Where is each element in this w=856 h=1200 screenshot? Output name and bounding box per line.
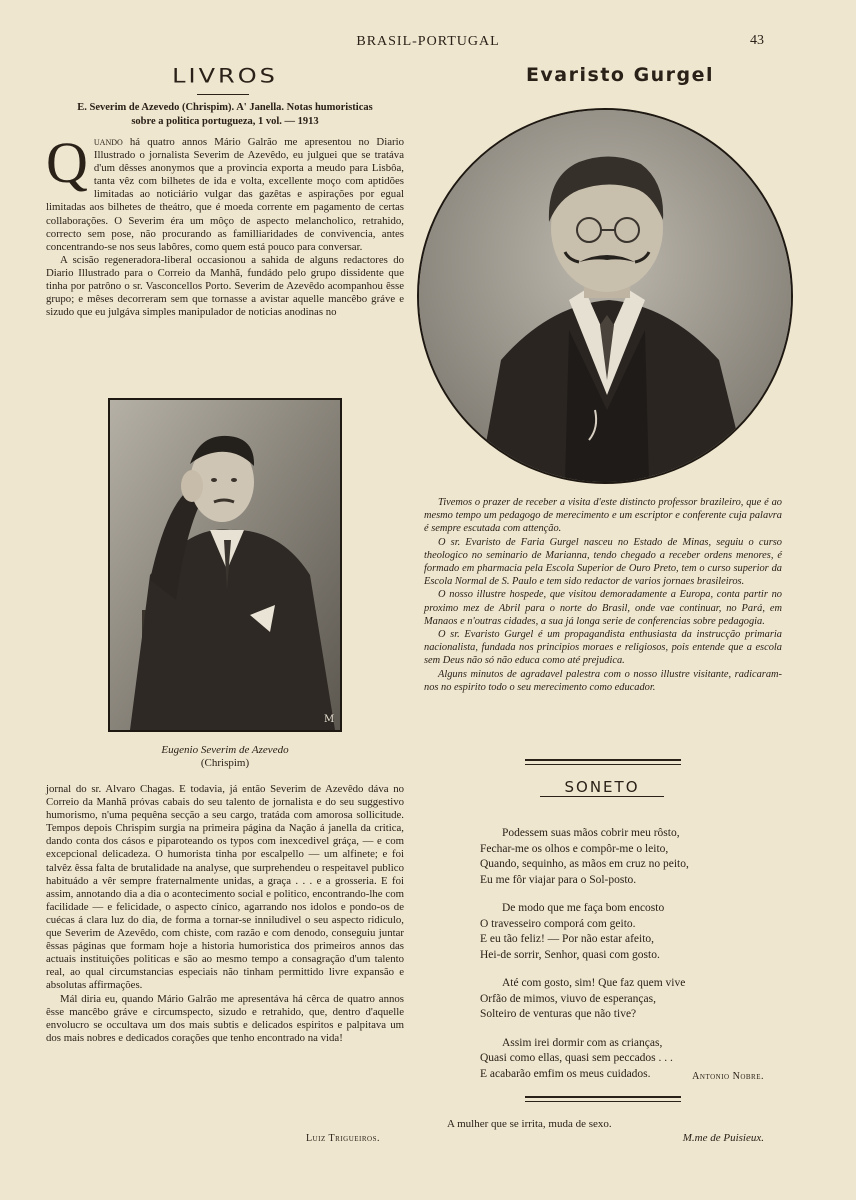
paragraph: O sr. Evaristo de Faria Gurgel nasceu no Estado de Minas, seguiu o curso theologico no seminario de Marianna, tendo chegado a receber ordens menores, é formado em pharmacia pela Escola Superior de Ouro Preto, tem o curso superior da Escola Normal de S. Paulo e tem sido redactor de varios jornaes brasileiros. xyxy=(424,536,782,588)
livros-article-top xyxy=(46,130,404,319)
book-heading xyxy=(46,101,404,129)
book-heading-line: sobre a politica portugueza, 1 vol. — 1913 xyxy=(131,116,319,127)
verse: De modo que me faça bom encosto xyxy=(502,902,665,914)
evaristo-title: Evaristo Gurgel xyxy=(525,64,715,86)
paragraph: jornal do sr. Alvaro Chagas. E todavia, já então Severim de Azevêdo dáva no Correio da Manhã próvas cabais do seu talento de jornalista e do seu suggestivo humorismo, n'uma pequêna secção a seu cargo, tratáda com amorosa sollicitude. Tempos depois Chrispim surgia na primeira página da Nação á janella da critica, dando conta dos cásos e piparoteando os typos com inexcedivel gráça, — e com excepcional delicadeza. O humorista tinha por escalpello — um alfinete; e foi talvêz êssa falta de brutalidade na analyse, que surprehendeu o respeitavel publico habituádo a vêr sempre fraternalmente unidas, a graça . . . e a grosseria. E foi assim, annotando dia a dia o acontecimento social e politico, encontrando-lhe com facilidade — e felicidade, o aspecto cínico, agarrando nos idolos e pondo-os de cuécas á clara luz do dia, de forma a tornar-se inniludivel o seu aspecto ridiculo, que Severim de Azevêdo, com chiste, com razão e com denodo, conseguiu juntar êssas páginas que formam hoje a historia humoristica dos primeiros annos das actuais instituições politicas e são ao mesmo tempo a consagração d'um talento real, ao qual circumstancias especiais não tinham permittido livre expansão e absolutas affirmações. xyxy=(46,783,404,992)
livros-article-bottom xyxy=(46,783,404,1045)
sonnet xyxy=(480,826,780,1095)
evaristo-article xyxy=(424,496,782,694)
photo-caption xyxy=(108,744,342,770)
verse: E eu tão feliz! — Por não estar afeito, xyxy=(480,933,655,945)
verse: Fechar-me os olhos e compôr-me o leito, xyxy=(480,842,669,855)
first-word: uando xyxy=(93,136,123,148)
book-heading-line: E. Severim de Azevedo (Chrispim). A' Janella. Notas humoristicas xyxy=(77,102,373,113)
running-title: BRASIL-PORTUGAL xyxy=(356,34,500,49)
section-divider xyxy=(525,764,681,765)
svg-text:M: M xyxy=(324,714,335,725)
verse: Hei-de sorrir, Senhor, quasi com gosto. xyxy=(480,948,660,961)
verse: Assim irei dormir com as crianças, xyxy=(502,1036,663,1049)
verse: Eu me fôr viajar para o Sol-posto. xyxy=(480,873,637,886)
verse: Quasi como ellas, quasi sem peccados . . . xyxy=(480,1052,673,1064)
quote-text: A mulher que se irrita, muda de sexo. xyxy=(447,1118,612,1130)
quote-author: M.me de Puisieux. xyxy=(682,1132,764,1144)
section-divider xyxy=(525,1101,681,1102)
stanza xyxy=(480,826,780,888)
livros-title: LIVROS xyxy=(172,64,278,88)
verse: Até com gosto, sim! Que faz quem vive xyxy=(502,977,686,989)
stanza xyxy=(480,976,780,1023)
caption-name: Eugenio Severim de Azevedo xyxy=(161,744,289,756)
soneto-title: SONETO xyxy=(540,778,664,797)
portrait-photo-severim xyxy=(108,398,342,732)
poet-signature: Antonio Nobre. xyxy=(692,1071,764,1082)
verse: Orfão de mimos, viuvo de esperanças, xyxy=(480,992,656,1005)
drop-cap: Q xyxy=(46,130,88,195)
caption-pseudonym: (Chrispim) xyxy=(200,757,250,769)
verse: Quando, sequinho, as mãos em cruz no peito, xyxy=(480,858,689,870)
verse: Podessem suas mãos cobrir meu rôsto, xyxy=(502,827,680,839)
paragraph: O sr. Evaristo Gurgel é um propagandista enthusiasta da instrucção primaria nacionalista, fundada nos principios moraes e religiosos, pois entende que a escola sem Deus não só não educa como até prejudica. xyxy=(424,629,782,667)
stanza xyxy=(480,901,780,963)
paragraph xyxy=(46,130,404,254)
section-divider xyxy=(525,759,681,761)
paragraph: Tivemos o prazer de receber a visita d'este distincto professor brazileiro, que é ao mesmo tempo um pedagogo de merecimento e um escriptor e conferente cuja palavra é sempre escutada com attenção. xyxy=(424,497,782,535)
paragraph: Mál diria eu, quando Mário Galrão me apresentáva há cêrca de quatro annos êsse mancêbo gráve e circumspecto, sizudo e retrahido, que, dentro d'aquelle envolucro se occultava um dos mais subtis e delicados espiritos e palpitava um dos mais nobres e dedicados corações que tenho encontrado na vida! xyxy=(46,992,404,1044)
verse: O travesseiro comporá com geito. xyxy=(480,917,636,930)
paragraph: Alguns minutos de agradavel palestra com o nosso illustre visitante, radicaram-nos no espirito todo o seu merecimento como educador. xyxy=(424,668,782,693)
paragraph: O nosso illustre hospede, que visitou demoradamente a Europa, conta partir no proximo mez de Abril para o norte do Brasil, onde vae continuar, no Pará, em Manaos e n'outras cidades, a sua já longa serie de conferencias sobre pedagogia. xyxy=(424,589,782,627)
portrait-photo-evaristo xyxy=(417,108,793,484)
section-divider xyxy=(525,1096,681,1098)
title-rule xyxy=(197,94,249,95)
paragraph-text: há quatro annos Mário Galrão me apresentou no Diario Illustrado o jornalista Severim de Azevêdo, eu julguei que se tratáva d'um dêsses anonymos que a provincia exporta a meudo para Lisbôa, tanta vêz com bilhetes de ida e volta, excellente moço com aptidões limitadas ao noticiário vulgar das gazêtas e aspirações por egual limitadas aos bilhetes de theátro, que é moeda corrente em pagamento de certas collaborações. O Severim éra um môço de aspecto melancholico, retrahido, correcto sem pose, não procurando as familliaridades de convivencia, antes concentrando-se nos seus labôres, como quem está pouco para conversar. xyxy=(46,136,404,253)
portrait-illustration xyxy=(110,400,340,730)
paragraph: A scisão regeneradora-liberal occasionou a sahida de alguns redactores do Diario Illustrado para o Correio da Manhã, fundádo pelo grupo dissidente que tinha por patrôno o sr. Vasconcellos Porto. Severim de Azevêdo acompanhou êsse grupo; e mêses decorreram sem que tornasse a avistar aquelle mancêbo gráve e sizudo que eu julgáva simples manipulador de noticias anodinas no xyxy=(46,253,404,319)
author-signature: Luiz Trigueiros. xyxy=(305,1133,380,1144)
portrait-illustration xyxy=(419,110,791,482)
page-number: 43 xyxy=(750,33,764,48)
verse: Solteiro de venturas que não tive? xyxy=(480,1008,637,1020)
verse: E acabarão emfim os meus cuidados. xyxy=(480,1067,651,1080)
